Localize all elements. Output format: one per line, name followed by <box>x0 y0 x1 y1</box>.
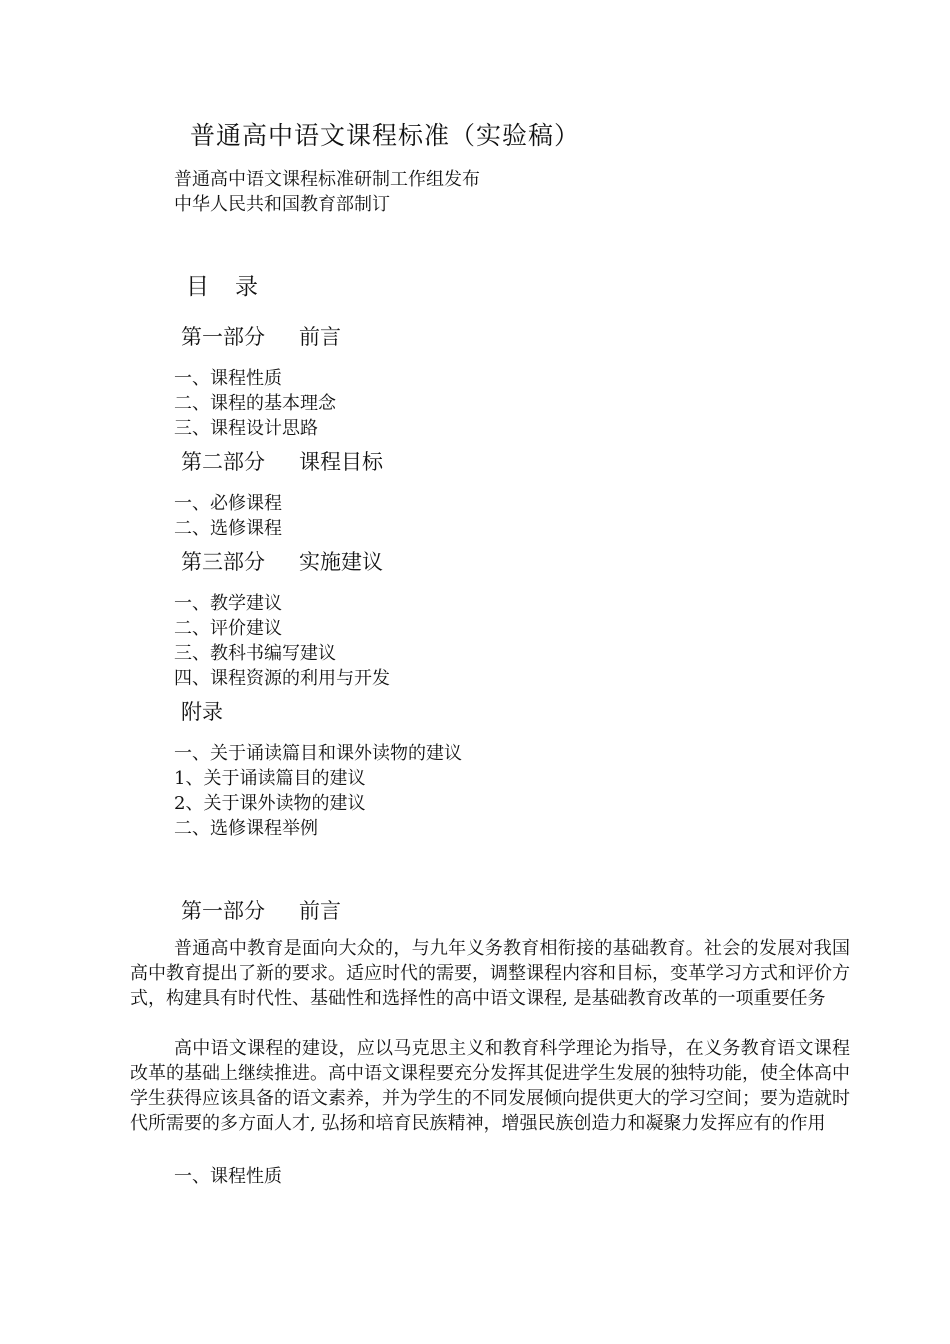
toc-part-2-heading <box>181 446 383 476</box>
body-subheading: 一、课程性质 <box>174 1166 282 1187</box>
toc-item: 三、课程设计思路 <box>174 418 318 439</box>
toc-item: 一、关于诵读篇目和课外读物的建议 <box>174 743 462 764</box>
toc-part-1-heading <box>181 321 341 351</box>
toc-part-2-label: 第二部分 <box>181 450 265 474</box>
toc-appendix-heading: 附录 <box>181 700 223 724</box>
toc-item: 一、课程性质 <box>174 368 282 389</box>
toc-item: 二、选修课程 <box>174 518 282 539</box>
toc-heading-char-2: 录 <box>235 274 258 300</box>
section-label: 第一部分 <box>181 899 265 923</box>
issuer-line: 中华人民共和国教育部制订 <box>174 194 390 215</box>
section-name: 前言 <box>299 899 341 923</box>
toc-part-3-label: 第三部分 <box>181 550 265 574</box>
toc-part-3-heading <box>181 546 383 576</box>
toc-item: 一、教学建议 <box>174 593 282 614</box>
toc-item: 四、课程资源的利用与开发 <box>174 668 390 689</box>
toc-item: 二、课程的基本理念 <box>174 393 336 414</box>
toc-heading <box>186 268 258 301</box>
section-heading <box>181 895 341 925</box>
toc-part-1-label: 第一部分 <box>181 325 265 349</box>
toc-item: 一、必修课程 <box>174 493 282 514</box>
toc-part-3-name: 实施建议 <box>299 550 383 574</box>
toc-item: 1、关于诵读篇目的建议 <box>174 768 366 789</box>
toc-part-2-name: 课程目标 <box>299 450 383 474</box>
body-paragraph: 高中语文课程的建设，应以马克思主义和教育科学理论为指导，在义务教育语文课程改革的基础上继续推进。高中语文课程要充分发挥其促进学生发展的独特功能，使全体高中学生获得应该具备的语文素养，并为学生的不同发展倾向提供更大的学习空间；要为造就时代所需要的多方面人才, 弘扬和培育民族精神，增强民族创造力和凝聚力发挥应有的作用 <box>130 1038 850 1134</box>
toc-item: 三、教科书编写建议 <box>174 643 336 664</box>
toc-part-1-name: 前言 <box>299 325 341 349</box>
publisher-line: 普通高中语文课程标准研制工作组发布 <box>174 169 480 190</box>
body-paragraph: 普通高中教育是面向大众的，与九年义务教育相衔接的基础教育。社会的发展对我国高中教育提出了新的要求。适应时代的需要，调整课程内容和目标，变革学习方式和评价方式，构建具有时代性、基础性和选择性的高中语文课程, 是基础教育改革的一项重要任务 <box>130 938 850 1009</box>
toc-item: 二、选修课程举例 <box>174 818 318 839</box>
toc-item: 二、评价建议 <box>174 618 282 639</box>
toc-heading-char-1: 目 <box>186 274 209 300</box>
toc-item: 2、关于课外读物的建议 <box>174 793 366 814</box>
document-title: 普通高中语文课程标准（实验稿） <box>190 121 581 150</box>
